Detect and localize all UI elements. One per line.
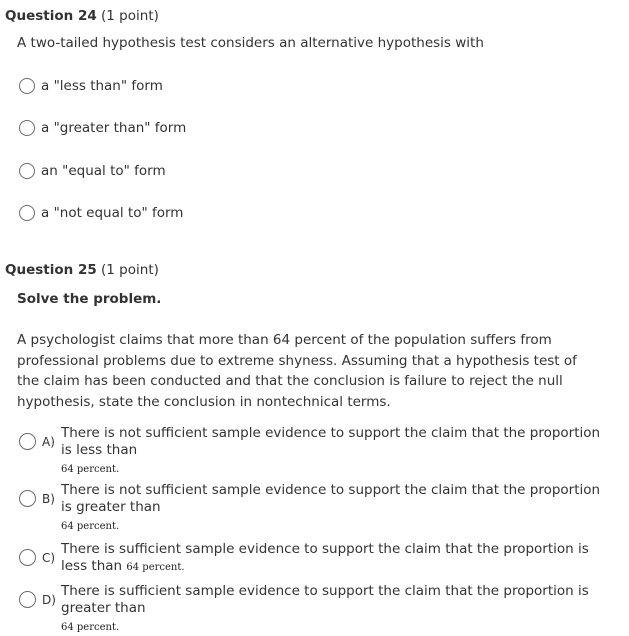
option-letter: A) <box>42 435 55 449</box>
question-24-title: Question 24 <box>5 8 97 24</box>
option-value: 64 percent. <box>61 521 120 532</box>
option-letter: B) <box>42 492 55 506</box>
question-25-problem: A psychologist claims that more than 64 percent of the population suffers from professional problems due to extreme shyness. Assuming that a hypothesis test of the claim has been conducted and that the conclusion is failure to reject the null hypothesis, state the conclusion in nontechnical terms. <box>17 332 577 410</box>
option-text <box>61 425 601 478</box>
radio-button[interactable] <box>19 433 36 450</box>
radio-button[interactable] <box>19 120 35 136</box>
q24-option-4[interactable] <box>19 205 183 221</box>
option-text <box>61 541 601 576</box>
q24-option-1[interactable] <box>19 78 163 94</box>
q24-option-2[interactable] <box>19 120 186 136</box>
question-24-points: (1 point) <box>101 8 159 24</box>
question-25-instruction: Solve the problem. <box>17 291 162 307</box>
option-value: 64 percent. <box>61 464 120 475</box>
option-letter: D) <box>42 593 56 607</box>
option-value: 64 percent. <box>126 562 185 573</box>
radio-button[interactable] <box>19 163 35 179</box>
radio-button[interactable] <box>19 78 35 94</box>
question-25-header <box>5 262 159 278</box>
q24-option-1-label: a "less than" form <box>41 78 163 94</box>
question-24-header <box>5 8 159 24</box>
radio-button[interactable] <box>19 490 36 507</box>
q24-option-2-label: a "greater than" form <box>41 120 187 136</box>
option-text <box>61 482 601 535</box>
radio-button[interactable] <box>19 205 35 221</box>
option-value: 64 percent. <box>61 622 120 633</box>
question-25-title: Question 25 <box>5 262 97 278</box>
option-letter: C) <box>42 551 56 565</box>
option-statement: There is not sufficient sample evidence to support the claim that the proportion is greater than <box>61 482 601 515</box>
q24-option-3[interactable] <box>19 163 166 179</box>
option-statement: There is sufficient sample evidence to support the claim that the proportion is less than <box>61 541 589 574</box>
q24-option-4-label: a "not equal to" form <box>41 205 184 221</box>
option-text <box>61 583 601 636</box>
option-statement: There is sufficient sample evidence to support the claim that the proportion is greater than <box>61 583 589 616</box>
option-statement: There is not sufficient sample evidence to support the claim that the proportion is less than <box>61 425 601 458</box>
question-24-prompt: A two-tailed hypothesis test considers an alternative hypothesis with <box>17 35 484 51</box>
radio-button[interactable] <box>19 591 36 608</box>
question-25-points: (1 point) <box>101 262 159 278</box>
radio-button[interactable] <box>19 549 36 566</box>
q24-option-3-label: an "equal to" form <box>41 163 166 179</box>
